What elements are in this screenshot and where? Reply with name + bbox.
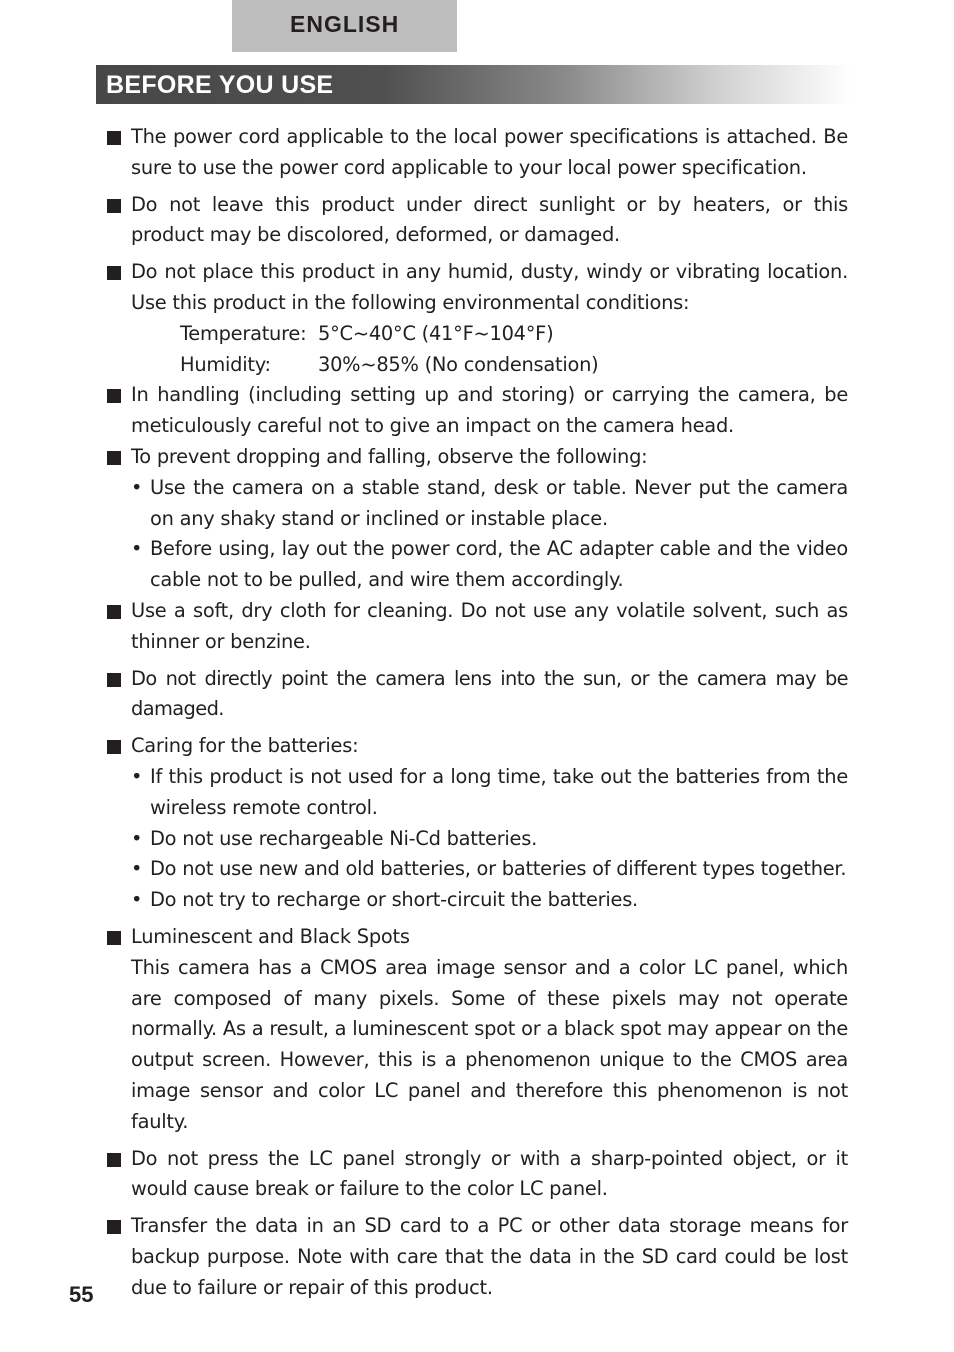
bullet-dot: • <box>131 857 143 881</box>
square-bullet-icon <box>107 131 121 145</box>
square-bullet-icon <box>107 740 121 754</box>
precaution-item-sun <box>106 664 848 726</box>
bullet-dot: • <box>131 888 143 912</box>
precaution-item-sd-card <box>106 1211 848 1303</box>
bullet-dot: • <box>131 826 143 850</box>
square-bullet-icon <box>107 266 121 280</box>
precaution-paragraph: This camera has a CMOS area image sensor and a color LC panel, which are composed of many pixels. Some of these pixels may not operate normally. As a result, a luminescent spot or a black spot may appear on the output screen. However, this is a phenomenon unique to the CMOS area image sensor and color LC panel and therefore this phenomenon is not faulty. <box>131 955 848 1133</box>
square-bullet-icon <box>107 605 121 619</box>
square-bullet-icon <box>107 389 121 403</box>
language-tab: ENGLISH <box>232 0 457 52</box>
sub-bullet <box>131 824 848 855</box>
precaution-item-spots <box>106 922 848 1138</box>
precautions-list <box>106 122 848 1303</box>
precaution-text: Do not press the LC panel strongly or with a sharp-pointed object, or it would cause break or failure to the color LC panel. <box>131 1146 848 1201</box>
sub-bullet-text: Do not use rechargeable Ni-Cd batteries. <box>150 826 537 850</box>
environment-conditions <box>131 319 848 381</box>
precaution-text: Transfer the data in an SD card to a PC or other data storage means for backup purpose. Note with care that the data in the SD card could be lost due to failure or repair of this product. <box>131 1214 848 1299</box>
sub-bullet <box>131 762 848 824</box>
square-bullet-icon <box>107 931 121 945</box>
precaution-text: Do not leave this product under direct sunlight or by heaters, or this product may be discolored, deformed, or damaged. <box>131 192 848 247</box>
sub-bullet-text: Use the camera on a stable stand, desk or table. Never put the camera on any shaky stand or inclined or instable place. <box>150 475 848 530</box>
condition-row-temperature <box>180 319 848 350</box>
bullet-dot: • <box>131 537 143 561</box>
sub-bullet <box>131 473 848 535</box>
precaution-item-batteries <box>106 731 848 916</box>
square-bullet-icon <box>107 673 121 687</box>
section-banner <box>96 65 852 104</box>
precaution-item-cleaning <box>106 596 848 658</box>
precaution-text: Caring for the batteries: <box>131 734 359 758</box>
sub-bullet-text: Before using, lay out the power cord, the AC adapter cable and the video cable not to be pulled, and wire them accordingly. <box>150 537 848 592</box>
condition-label: Humidity: <box>180 352 271 376</box>
bullet-dot: • <box>131 475 143 499</box>
precaution-text: To prevent dropping and falling, observe the following: <box>131 444 648 468</box>
sub-bullet <box>131 854 848 885</box>
condition-value: 30%~85% (No condensation) <box>318 352 599 376</box>
precaution-text: In handling (including setting up and storing) or carrying the camera, be meticulously careful not to give an impact on the camera head. <box>131 383 848 438</box>
precaution-item-environment <box>106 257 848 380</box>
precaution-item-lc-panel <box>106 1144 848 1206</box>
square-bullet-icon <box>107 1153 121 1167</box>
section-title: BEFORE YOU USE <box>106 71 334 99</box>
sub-bullet <box>131 534 848 596</box>
sub-bullet-text: Do not try to recharge or short-circuit the batteries. <box>150 888 638 912</box>
precaution-heading: Luminescent and Black Spots <box>131 924 410 948</box>
sub-bullet <box>131 885 848 916</box>
condition-label: Temperature: <box>180 321 307 345</box>
square-bullet-icon <box>107 1220 121 1234</box>
page-number: 55 <box>69 1282 94 1307</box>
square-bullet-icon <box>107 199 121 213</box>
condition-value: 5°C~40°C (41°F~104°F) <box>318 321 554 345</box>
precaution-text: Do not directly point the camera lens into the sun, or the camera may be damaged. <box>131 666 848 721</box>
precaution-text: The power cord applicable to the local power specifications is attached. Be sure to use the power cord applicable to your local power specification. <box>131 125 848 179</box>
sub-bullet-text: If this product is not used for a long time, take out the batteries from the wireless remote control. <box>150 764 848 819</box>
precaution-item-dropping <box>106 442 848 596</box>
sub-bullet-text: Do not use new and old batteries, or batteries of different types together. <box>150 857 847 881</box>
precaution-item-power-cord <box>106 122 848 184</box>
precaution-text: Use a soft, dry cloth for cleaning. Do not use any volatile solvent, such as thinner or benzine. <box>131 598 848 653</box>
bullet-dot: • <box>131 764 143 788</box>
square-bullet-icon <box>107 451 121 465</box>
precaution-item-sunlight <box>106 190 848 252</box>
precaution-item-handling <box>106 380 848 442</box>
precaution-text: Do not place this product in any humid, dusty, windy or vibrating location. Use this product in the following environmental conditions: <box>131 260 848 314</box>
condition-row-humidity <box>180 350 848 381</box>
